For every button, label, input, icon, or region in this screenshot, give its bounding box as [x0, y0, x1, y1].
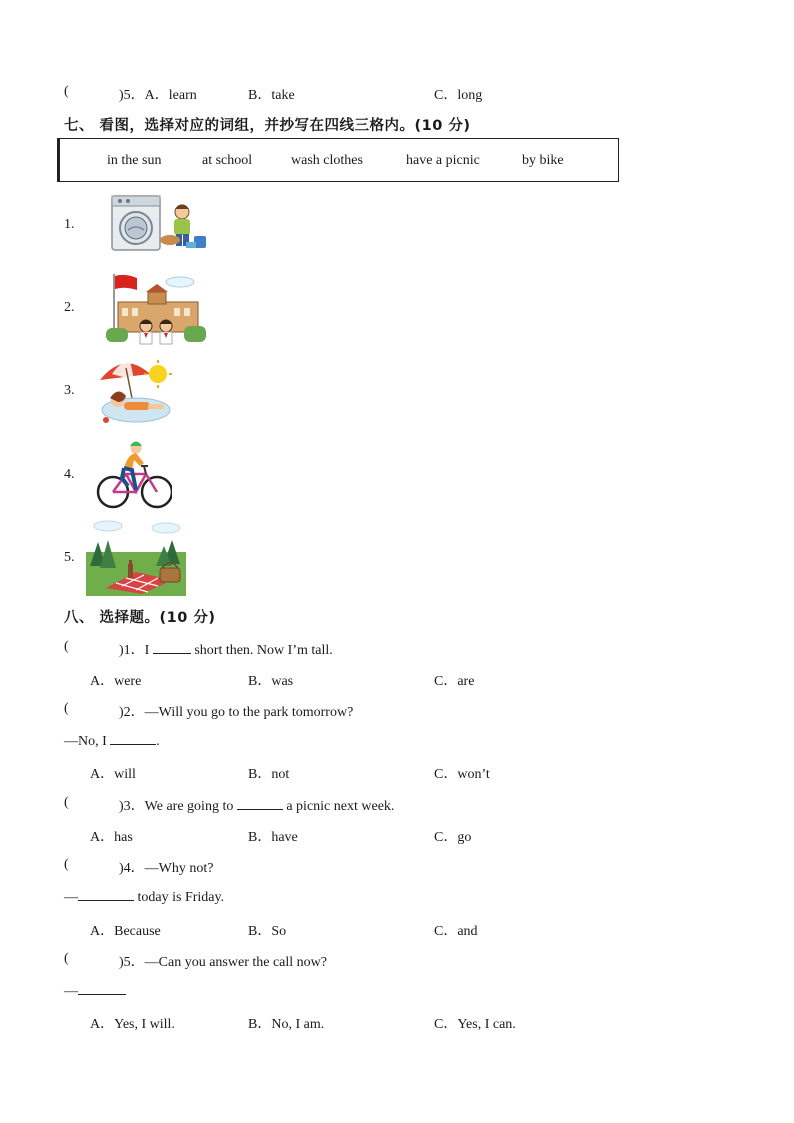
section8-title: 八、 选择题。(10 分): [64, 610, 216, 626]
answer-blank[interactable]: [110, 732, 156, 745]
picture-item-number: 2.: [64, 300, 75, 315]
word-bank-item: at school: [202, 153, 253, 168]
answer-blank[interactable]: [78, 982, 126, 995]
option-a[interactable]: A．Because: [90, 924, 161, 939]
option-b[interactable]: B．was: [248, 674, 294, 689]
word-bank-item: have a picnic: [406, 153, 480, 168]
question-reply: [64, 732, 160, 750]
word-bank-item: wash clothes: [291, 153, 363, 168]
option-c[interactable]: C．are: [434, 674, 475, 689]
option-b[interactable]: B．have: [248, 830, 298, 845]
top-question-option-b: B．take: [248, 88, 295, 103]
bicycle-icon: [96, 438, 172, 510]
option-c[interactable]: C．go: [434, 830, 472, 845]
word-bank-item: in the sun: [107, 153, 162, 168]
picture-item-number: 1.: [64, 217, 75, 232]
option-a[interactable]: A．Yes, I will.: [90, 1017, 175, 1032]
question-reply-text: today is Friday.: [137, 890, 225, 905]
question-stem-text: )3．We are going to: [119, 799, 234, 814]
top-question-stem: )5．A．learn: [119, 88, 197, 103]
question-stem-text: )1．I: [119, 643, 150, 658]
answer-blank[interactable]: [78, 888, 134, 901]
question-paren: (: [64, 701, 69, 716]
question-stem: )4．—Why not?: [119, 861, 214, 876]
word-bank-item: by bike: [522, 153, 564, 168]
option-b[interactable]: B．No, I am.: [248, 1017, 325, 1032]
picnic-icon: [86, 518, 186, 596]
picture-item-number: 4.: [64, 467, 75, 482]
option-b[interactable]: B．So: [248, 924, 287, 939]
question-stem: )5．—Can you answer the call now?: [119, 955, 327, 970]
question-reply: [64, 888, 224, 906]
question-reply-text: —No, I: [64, 734, 107, 749]
answer-blank[interactable]: [153, 641, 191, 654]
option-a[interactable]: A．will: [90, 767, 136, 782]
picture-item-number: 3.: [64, 383, 75, 398]
option-c[interactable]: C．won’t: [434, 767, 490, 782]
option-a[interactable]: A．has: [90, 830, 133, 845]
question-reply-text: —: [64, 984, 78, 999]
question-paren: (: [64, 857, 69, 872]
section7-title: 七、 看图，选择对应的词组，并抄写在四线三格内。(10 分): [64, 118, 471, 134]
question-stem-text: short then. Now I’m tall.: [194, 643, 333, 658]
sunbathing-icon: [96, 354, 174, 428]
question-stem: )2．—Will you go to the park tomorrow?: [119, 705, 354, 720]
washing-machine-icon: [108, 194, 212, 254]
question-stem-text: a picnic next week.: [286, 799, 395, 814]
top-question-option-c: C．long: [434, 88, 483, 103]
option-c[interactable]: C．Yes, I can.: [434, 1017, 516, 1032]
top-question-paren: (: [64, 84, 69, 99]
option-a[interactable]: A．were: [90, 674, 142, 689]
question-reply: [64, 982, 126, 1000]
question-paren: (: [64, 639, 69, 654]
school-icon: [104, 272, 208, 346]
question-paren: (: [64, 951, 69, 966]
word-bank-box: [57, 138, 619, 182]
option-c[interactable]: C．and: [434, 924, 478, 939]
question-reply-text: —: [64, 890, 78, 905]
picture-item-number: 5.: [64, 550, 75, 565]
question-stem: [119, 639, 333, 659]
question-reply-text: .: [156, 734, 160, 749]
answer-blank[interactable]: [237, 797, 283, 810]
question-paren: (: [64, 795, 69, 810]
question-stem: [119, 795, 394, 815]
option-b[interactable]: B．not: [248, 767, 290, 782]
